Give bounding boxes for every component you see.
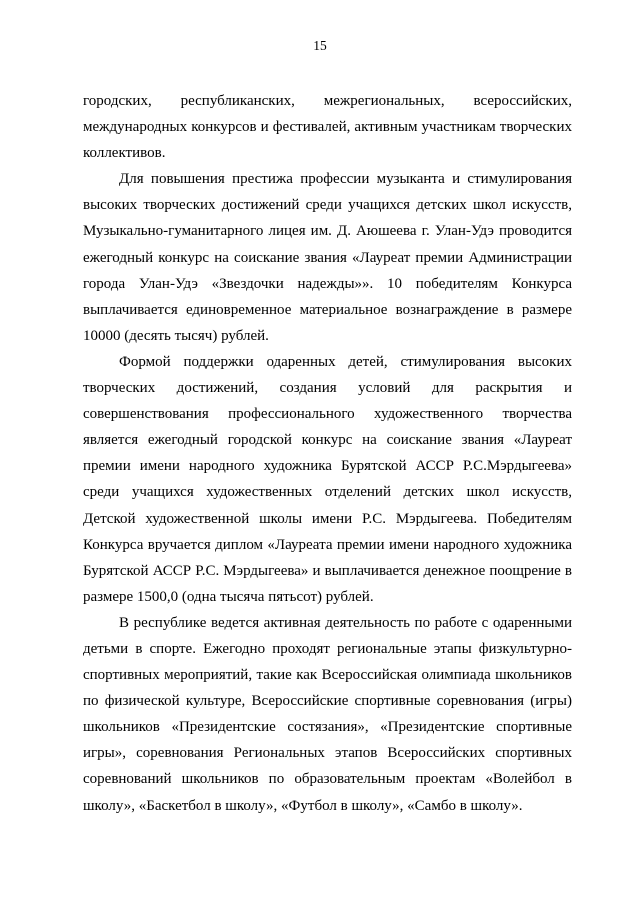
page-number: 15: [313, 38, 327, 53]
body-text: [83, 88, 572, 819]
paragraph: городских, республиканских, межрегиональных, всероссийских, международных конкурсов и фестивалей, активным участникам творческих коллективов.: [83, 93, 572, 162]
paragraph: Формой поддержки одаренных детей, стимулирования высоких творческих достижений, создания условий для раскрытия и совершенствования профессионального художественного творчества является ежегодный городской конкурс на соискание звания «Лауреат премии имени народного художника Бурятской АССР Р.С.Мэрдыгеева» среди учащихся художественных отделений детских школ искусств, Детской художественной школы имени Р.С. Мэрдыгеева. Победителям Конкурса вручается диплом «Лауреата премии имени народного художника Бурятской АССР Р.С. Мэрдыгеева» и выплачивается денежное поощрение в размере 1500,0 (одна тысяча пятьсот) рублей.: [83, 353, 572, 605]
paragraph: В республике ведется активная деятельность по работе с одаренными детьми в спорте. Ежегодно проходят региональные этапы физкультурно-спортивных мероприятий, такие как Всероссийская олимпиада школьников по физической культуре, Всероссийские спортивные соревнования (игры) школьников «Президентские состязания», «Президентские спортивные игры», соревнования Региональных этапов Всероссийских спортивных соревнований школьников по образовательным проектам «Волейбол в школу», «Баскетбол в школу», «Футбол в школу», «Самбо в школу».: [83, 614, 572, 814]
paragraph: Для повышения престижа профессии музыканта и стимулирования высоких творческих достижений среди учащихся детских школ искусств, Музыкально-гуманитарного лицея им. Д. Аюшеева г. Улан-Удэ проводится ежегодный конкурс на соискание звания «Лауреат премии Администрации города Улан-Удэ «Звездочки надежды»». 10 победителям Конкурса выплачивается единовременное материальное вознаграждение в размере 10000 (десять тысяч) рублей.: [83, 171, 572, 344]
